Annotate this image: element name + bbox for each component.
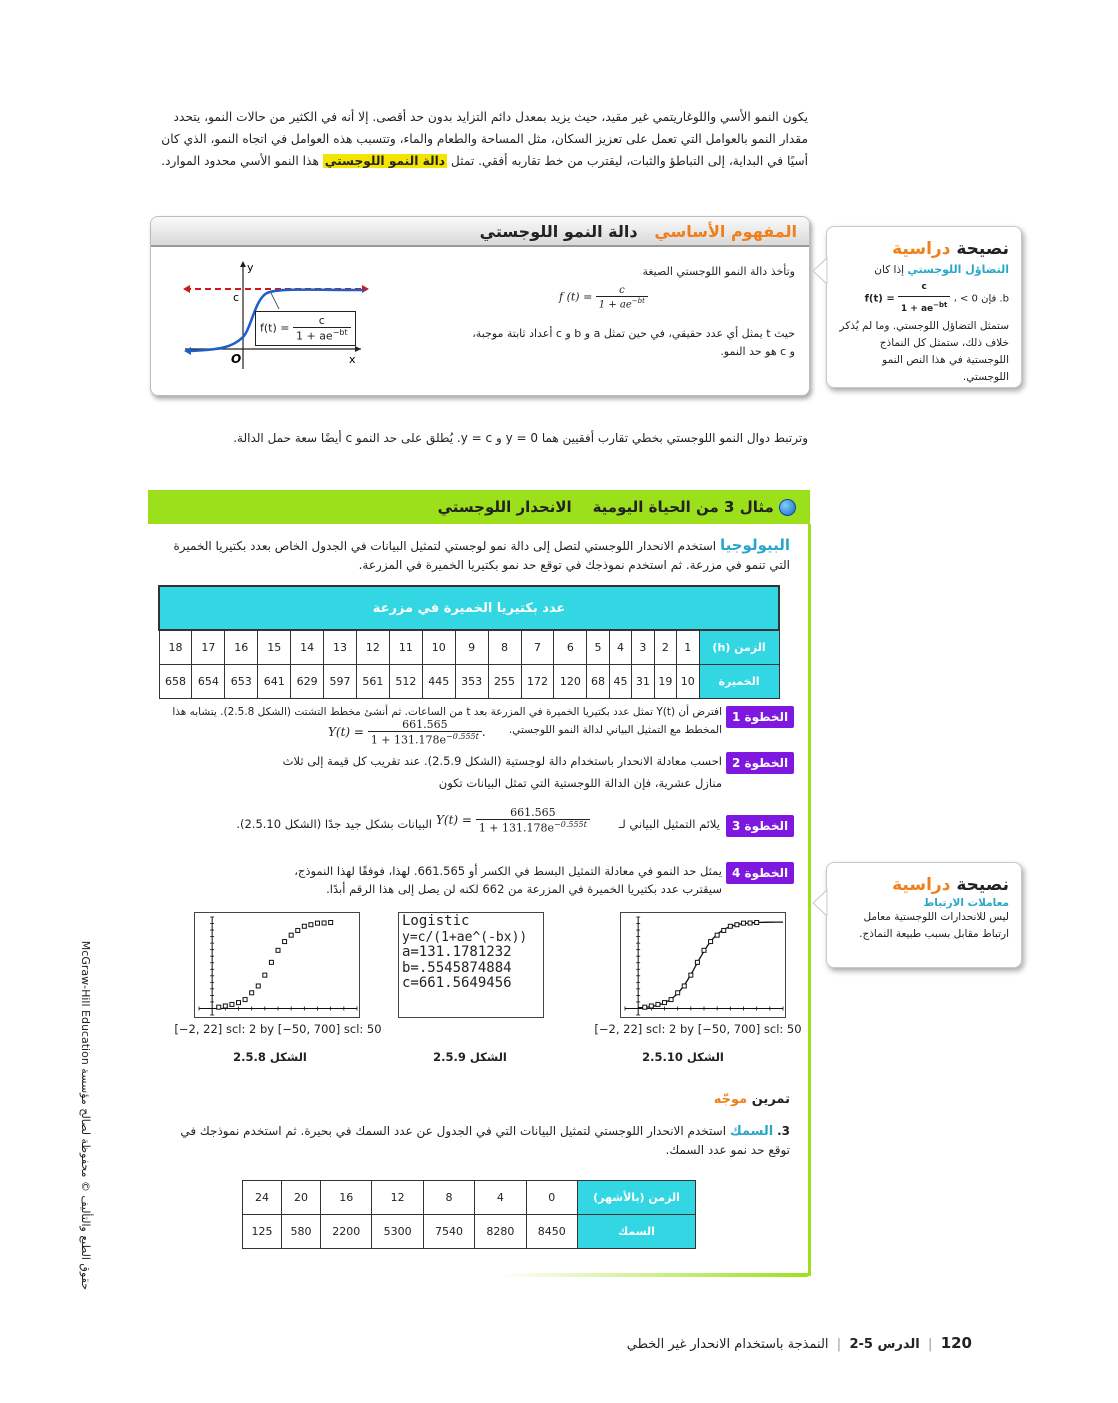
fish-value-cell: 580 — [282, 1215, 321, 1249]
tip2-pointer — [812, 890, 828, 916]
yeast-value-cell: 597 — [324, 664, 357, 698]
figure-2-5-10-window: [−2, 22] scl: 2 by [−50, 700] scl: 50 — [594, 1022, 802, 1036]
yeast-value-cell: 561 — [356, 664, 389, 698]
study-tip-1 — [826, 226, 1022, 388]
practice-text: استخدم الانحدار اللوجستي لتمثيل البيانات التي في الجدول عن عدد السمك في بحيرة. ثم استخدم نموذجك في توقع حد نمو عدد السمك. — [180, 1124, 790, 1157]
step4-text-a: يمثل حد النمو في معادلة التمثيل البسط في الكسر أو 661.565. لهذا، فوفقًا لهذا النموذج، — [294, 864, 722, 878]
key-concept-title: دالة النمو اللوجستي — [479, 222, 638, 241]
tip2-title — [839, 873, 1009, 897]
data-point — [269, 960, 273, 964]
step3-formula-lhs: Y(t) = — [436, 812, 472, 827]
key-concept-box — [150, 216, 810, 396]
graph-formula-box — [255, 311, 356, 346]
yeast-value-cell: 172 — [521, 664, 554, 698]
data-point — [243, 998, 247, 1002]
example-frame-right — [808, 524, 811, 1276]
data-point — [217, 1005, 221, 1009]
fish-time-cell: 16 — [321, 1181, 372, 1215]
graph-formula-den-base: 1 + ae — [295, 329, 333, 343]
step2-text-a: احسب معادلة الانحدار باستخدام دالة لوجستية (الشكل 2.5.9). عند تقريب كل قيمة إلى ثلاث — [282, 754, 722, 768]
figure-2-5-10-caption: الشكل 2.5.10 — [642, 1050, 724, 1064]
biology-label: البيولوجيا — [719, 536, 790, 554]
key-concept-line1: وتأخذ دالة النمو اللوجستي الصيغة — [642, 265, 795, 278]
graph-formula-lhs: f(t) = — [260, 321, 290, 335]
tip1-formula-lhs: f(t) = — [864, 293, 895, 305]
yeast-time-cell: 10 — [422, 630, 455, 664]
yeast-time-cell: 11 — [389, 630, 422, 664]
data-point — [663, 1001, 667, 1005]
formula-den-base: 1 + ae — [598, 299, 632, 311]
intro-text-after: هذا النمو الأسي محدود الموارد. — [161, 154, 319, 168]
fish-time-cell: 20 — [282, 1181, 321, 1215]
label-pointer — [271, 293, 279, 309]
step3-formula — [436, 806, 590, 835]
data-point — [748, 921, 752, 925]
tip1-body: ستمثل التضاؤل اللوجستي. وما لم يُذكر خلاف ذلك، ستمثل كل النماذج اللوجستية في هذا النص النمو اللوجستي. — [839, 320, 1009, 383]
fish-value-cell: 2200 — [321, 1215, 372, 1249]
step4-text-b: سيقترب عدد بكتيريا الخميرة في المزرعة من 662 لكنه لن يصل إلى هذا الرقم أبدًا. — [326, 882, 722, 896]
fish-time-cell: 4 — [475, 1181, 526, 1215]
curve-left-arrow — [184, 347, 191, 355]
example-frame-bottom — [500, 1273, 810, 1277]
key-concept-line3: و c هو حد النمو. — [720, 345, 795, 358]
figure-2-5-8-caption: الشكل 2.5.8 — [233, 1050, 307, 1064]
c-axis-label: c — [233, 291, 240, 304]
logistic-fit-curve — [638, 922, 783, 1008]
yeast-value-cell: 654 — [192, 664, 225, 698]
yeast-value-cell: 641 — [258, 664, 291, 698]
step3-text-b: البيانات بشكل جيد جدًا (الشكل 2.5.10). — [236, 817, 432, 831]
tip1-formula-num: c — [898, 279, 950, 297]
formula-fraction — [596, 285, 648, 310]
calc-line-4: b=.5545874884 — [402, 959, 512, 976]
key-concept-line2: حيث t يمثل أي عدد حقيقي، في حين تمثل a و b و c أعداد ثابتة موجبة، — [472, 327, 795, 340]
copyright-sidebar: حقوق الطبع والتأليف © محفوظة لصالح مؤسسة McGraw-Hill Education — [79, 940, 92, 1290]
tip1-line1b: b. فإن 0 > ، — [953, 293, 1009, 305]
fish-value-label: السمك — [578, 1215, 696, 1249]
fish-time-cell: 24 — [243, 1181, 282, 1215]
tip2-title-b: دراسية — [892, 875, 951, 895]
fish-time-cell: 0 — [526, 1181, 577, 1215]
fish-value-cell: 125 — [243, 1215, 282, 1249]
yeast-time-cell: 7 — [521, 630, 554, 664]
step3-formula-den — [476, 820, 590, 835]
yeast-value-cell: 68 — [587, 664, 609, 698]
data-point — [722, 928, 726, 932]
practice-heading-a: تمرين — [751, 1092, 790, 1107]
practice-heading-b: موجّه — [713, 1092, 748, 1107]
tip1-formula-row — [839, 279, 1009, 318]
example-title: مثال 3 من الحياة اليومية — [592, 498, 774, 516]
key-concept-formula — [559, 285, 648, 310]
step1-formula-den-base: 1 + 131.178e — [370, 733, 447, 747]
fish-value-cell: 8450 — [526, 1215, 577, 1249]
lesson-title: النمذجة باستخدام الانحدار غير الخطي — [626, 1337, 829, 1352]
step1-formula-tail: . — [481, 724, 486, 739]
data-point — [223, 1004, 227, 1008]
yeast-time-cell: 5 — [587, 630, 609, 664]
data-point — [709, 940, 713, 944]
fish-table — [242, 1180, 696, 1249]
graph-formula-exp: −bt — [332, 328, 348, 337]
graph-formula-fraction — [293, 314, 351, 343]
y-axis-arrow — [240, 261, 246, 267]
step1-formula-lhs: Y(t) = — [328, 724, 364, 739]
figure-2-5-9-caption: الشكل 2.5.9 — [433, 1050, 507, 1064]
tip1-pointer — [812, 258, 828, 284]
calc-line-2: y=c/(1+ae^(-bx)) — [402, 929, 528, 945]
yeast-time-label: الزمن (h) — [699, 630, 779, 664]
step1-text-b: المخطط مع التمثيل البياني لدالة النمو اللوجستي. — [508, 724, 722, 736]
yeast-time-cell: 16 — [225, 630, 258, 664]
data-point — [256, 984, 260, 988]
data-point — [322, 921, 326, 925]
key-concept-header — [151, 217, 809, 247]
step3-text-a: يلائم التمثيل البياني لـ — [618, 817, 720, 831]
data-point — [263, 973, 267, 977]
tip1-formula-den-base: 1 + ae — [900, 304, 934, 314]
fish-value-cell: 8280 — [475, 1215, 526, 1249]
tip1-subtitle: التضاؤل اللوجستي — [907, 263, 1009, 276]
example-title-row — [148, 490, 810, 524]
data-point — [742, 921, 746, 925]
figure-2-5-9-calculator-screen — [398, 912, 544, 1018]
step1-text-a: افترض أن Y(t) تمثل عدد بكتيريا الخميرة في المزرعة بعد t من الساعات. ثم أنشئ مخطط التشتت (الشكل 2.5.8). يتشابه هذا — [172, 706, 722, 718]
page-footer: 120 | الدرس 5-2 | النمذجة باستخدام الانحدار غير الخطي — [626, 1334, 972, 1352]
data-point — [230, 1002, 234, 1006]
yeast-value-cell: 45 — [609, 664, 631, 698]
step2-text-b: منازل عشرية، فإن الدالة اللوجستية التي تمثل البيانات تكون — [438, 776, 722, 790]
data-point — [689, 973, 693, 977]
step1-formula-fraction — [368, 718, 482, 747]
lesson-number: الدرس 5-2 — [849, 1337, 920, 1352]
data-point — [316, 921, 320, 925]
figure-2-5-10-plot — [620, 912, 786, 1018]
tip1-title-a: نصيحة — [956, 239, 1009, 259]
data-point — [649, 1004, 653, 1008]
tip1-title — [839, 237, 1009, 261]
yeast-value-cell: 653 — [225, 664, 258, 698]
yeast-value-cell: 512 — [389, 664, 422, 698]
data-point — [656, 1002, 660, 1006]
data-point — [250, 991, 254, 995]
study-tip-2 — [826, 862, 1022, 968]
tip1-formula-den — [898, 297, 950, 318]
tip1-formula-exp: −bt — [933, 301, 948, 309]
tip2-body: ليس للانحدارات اللوجستية معامل ارتباط مقابل بسبب طبيعة النماذج. — [859, 911, 1009, 940]
data-point — [676, 991, 680, 995]
yeast-table-title: عدد بكتيريا الخميرة في مزرعة — [159, 586, 779, 630]
data-point — [755, 920, 759, 924]
intro-highlight-term: دالة النمو اللوجستي — [324, 154, 446, 168]
step3-badge: الخطوة 3 — [726, 815, 794, 837]
intro-paragraph — [160, 106, 808, 172]
yeast-value-cell: 120 — [554, 664, 587, 698]
step4-badge: الخطوة 4 — [726, 862, 794, 884]
data-point — [702, 948, 706, 952]
tip2-title-a: نصيحة — [956, 875, 1009, 895]
biology-paragraph — [160, 536, 790, 575]
figure-2-5-8-plot — [194, 912, 360, 1018]
step1-formula-num: 661.565 — [368, 718, 482, 732]
step1-formula-den — [368, 732, 482, 747]
fish-value-row — [243, 1215, 696, 1249]
yeast-time-cell: 15 — [258, 630, 291, 664]
step1-badge: الخطوة 1 — [726, 706, 794, 728]
data-point — [728, 924, 732, 928]
step3-formula-fraction — [476, 806, 590, 835]
data-point — [296, 928, 300, 932]
practice-number: 3. — [777, 1124, 790, 1138]
key-concept-label: المفهوم الأساسي — [654, 222, 797, 241]
origin-label: O — [231, 352, 242, 366]
data-point — [735, 923, 739, 927]
yeast-time-cell: 3 — [632, 630, 654, 664]
yeast-time-cell: 8 — [488, 630, 521, 664]
yeast-value-cell: 31 — [632, 664, 654, 698]
x-axis-label: x — [349, 353, 356, 366]
yeast-time-cell: 9 — [455, 630, 488, 664]
yeast-time-cell: 1 — [677, 630, 699, 664]
fish-time-label: الزمن (بالأشهر) — [578, 1181, 696, 1215]
tip1-line1 — [839, 261, 1009, 279]
graph-formula-num: c — [293, 314, 351, 328]
yeast-time-cell: 2 — [654, 630, 676, 664]
yeast-table — [158, 585, 780, 699]
step3-formula-num: 661.565 — [476, 806, 590, 820]
yeast-time-row — [159, 630, 779, 664]
asymptote-left-arrow — [183, 285, 190, 293]
yeast-value-row — [159, 664, 779, 698]
yeast-time-cell: 12 — [356, 630, 389, 664]
fish-time-cell: 12 — [372, 1181, 423, 1215]
data-point — [237, 1001, 241, 1005]
data-point — [283, 940, 287, 944]
yeast-value-cell: 629 — [291, 664, 324, 698]
fish-value-cell: 7540 — [423, 1215, 474, 1249]
data-point — [682, 984, 686, 988]
data-point — [289, 933, 293, 937]
data-point — [329, 920, 333, 924]
x-axis-arrow — [355, 346, 361, 352]
step3-formula-exp: −0.555t — [554, 820, 587, 829]
guided-practice-heading — [600, 1092, 790, 1107]
yeast-value-cell: 445 — [422, 664, 455, 698]
globe-icon — [779, 499, 796, 516]
y-axis-label: y — [247, 261, 254, 274]
data-point — [309, 923, 313, 927]
yeast-time-cell: 14 — [291, 630, 324, 664]
yeast-time-cell: 6 — [554, 630, 587, 664]
graph-formula-den — [293, 328, 351, 343]
yeast-time-cell: 17 — [192, 630, 225, 664]
biology-text: استخدم الانحدار اللوجستي لتصل إلى دالة نمو لوجستي لتمثيل البيانات في الجدول الخاص بعدد بكتيريا الخميرة التي تنمو في مزرعة. ثم استخدم نموذجك في توقع حد نمو بكتيريا الخميرة في المزرعة. — [173, 539, 790, 572]
data-point — [302, 924, 306, 928]
tip1-formula-fraction — [898, 279, 950, 318]
step3-formula-den-base: 1 + 131.178e — [478, 821, 555, 835]
practice-label: السمك — [729, 1124, 774, 1139]
tip2-subtitle: معاملات الارتباط — [923, 897, 1009, 909]
yeast-value-cell: 658 — [159, 664, 192, 698]
calc-line-3: a=131.1781232 — [402, 944, 512, 960]
tip1-line1-text: إذا كان — [874, 264, 905, 276]
data-point — [276, 948, 280, 952]
example-header — [148, 490, 810, 524]
data-point — [643, 1005, 647, 1009]
formula-den — [596, 297, 648, 310]
formula-lhs: f (t) = — [559, 290, 593, 304]
fish-time-row — [243, 1181, 696, 1215]
yeast-time-cell: 4 — [609, 630, 631, 664]
yeast-time-cell: 13 — [324, 630, 357, 664]
yeast-value-cell: 353 — [455, 664, 488, 698]
yeast-value-label: الخميرة — [699, 664, 779, 698]
step1-formula — [328, 718, 486, 747]
data-point — [695, 960, 699, 964]
formula-exp: −bt — [631, 297, 645, 305]
fish-time-cell: 8 — [423, 1181, 474, 1215]
yeast-value-cell: 19 — [654, 664, 676, 698]
example-subtitle: الانحدار اللوجستي — [437, 498, 572, 516]
yeast-value-cell: 255 — [488, 664, 521, 698]
step2-badge: الخطوة 2 — [726, 752, 794, 774]
formula-num: c — [596, 285, 648, 297]
fish-value-cell: 5300 — [372, 1215, 423, 1249]
data-point — [669, 998, 673, 1002]
asymptote-paragraph: وترتبط دوال النمو اللوجستي بخطي تقارب أفقيين هما y = 0 و y = c. يُطلق على حد النمو c أيضًا سعة حمل الدالة. — [233, 431, 808, 445]
calc-line-5: c=661.5649456 — [402, 975, 512, 991]
figure-2-5-8-window: [−2, 22] scl: 2 by [−50, 700] scl: 50 — [174, 1022, 382, 1036]
page-number: 120 — [940, 1334, 972, 1352]
calc-line-1: Logistic — [402, 913, 470, 929]
yeast-value-cell: 10 — [677, 664, 699, 698]
yeast-time-cell: 18 — [159, 630, 192, 664]
practice-3 — [170, 1122, 790, 1160]
intro-text-before: يكون النمو الأسي واللوغاريتمي غير مقيد، حيث يزيد بمعدل دائم التزايد بدون حد أقصى. إلا أنه في الكثير من حالات النمو، يتحدد مقدار النمو بالعوامل التي تعمل على تعزيز السكان، مثل المساحة والطعام والماء، وتتسبب هذه العوامل في اتجاه النمو، الذي كان أسيًا في البداية، إلى التباطؤ والثبات، ليقترب من خط تقاربه أفقي. تمثل — [161, 110, 808, 168]
data-point — [715, 933, 719, 937]
step1-formula-exp: −0.555t — [446, 732, 479, 741]
tip1-title-b: دراسية — [892, 239, 951, 259]
